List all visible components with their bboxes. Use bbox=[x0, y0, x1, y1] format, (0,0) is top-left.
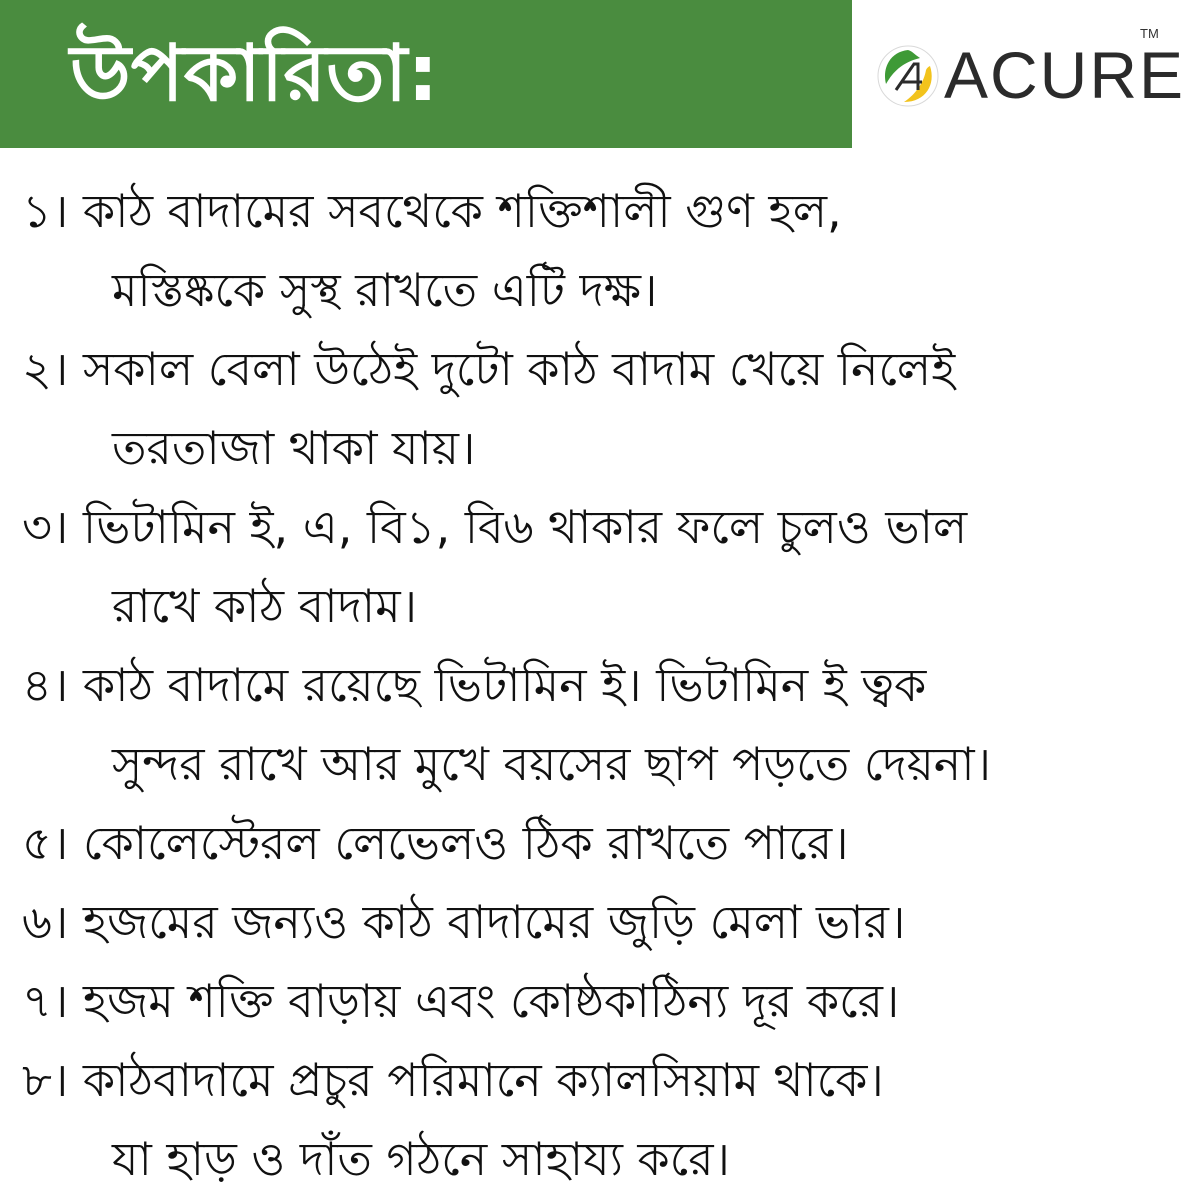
benefit-list bbox=[22, 172, 1182, 1199]
benefit-text: তরতাজা থাকা যায়। bbox=[112, 421, 476, 475]
benefit-item bbox=[22, 330, 1182, 488]
benefit-text: সুন্দর রাখে আর মুখে বয়সের ছাপ পড়তে দেয়না। bbox=[112, 737, 992, 791]
brand-name: ACURE bbox=[944, 38, 1186, 112]
benefit-continuation-line bbox=[22, 567, 1182, 646]
benefit-text: কাঠ বাদামে রয়েছে ভিটামিন ই। ভিটামিন ই ত্বক bbox=[82, 658, 927, 712]
benefit-item bbox=[22, 488, 1182, 646]
benefit-text: যা হাড় ও দাঁত গঠনে সাহায্য করে। bbox=[112, 1132, 730, 1186]
benefit-text: হজমের জন্যও কাঠ বাদামের জুড়ি মেলা ভার। bbox=[82, 895, 906, 949]
leaf-logo-icon bbox=[876, 44, 940, 108]
benefit-first-line bbox=[22, 804, 1182, 883]
benefit-first-line bbox=[22, 172, 1182, 251]
benefit-continuation-line bbox=[22, 251, 1182, 330]
benefit-number: ৫। bbox=[22, 816, 69, 870]
benefit-item bbox=[22, 1041, 1182, 1199]
benefit-item bbox=[22, 172, 1182, 330]
benefit-number: ২। bbox=[22, 342, 69, 396]
benefit-text: কাঠবাদামে প্রচুর পরিমানে ক্যালসিয়াম থাকে। bbox=[82, 1053, 884, 1107]
benefit-continuation-line bbox=[22, 409, 1182, 488]
benefit-item bbox=[22, 883, 1182, 962]
benefit-text: হজম শক্তি বাড়ায় এবং কোষ্ঠকাঠিন্য দূর করে। bbox=[82, 974, 900, 1028]
benefit-first-line bbox=[22, 1041, 1182, 1120]
benefit-first-line bbox=[22, 646, 1182, 725]
benefit-number: ৩। bbox=[22, 500, 69, 554]
benefit-first-line bbox=[22, 488, 1182, 567]
page-title: উপকারিতা: bbox=[70, 29, 439, 119]
benefit-item bbox=[22, 646, 1182, 804]
benefit-item bbox=[22, 962, 1182, 1041]
benefit-text: কোলেস্টেরল লেভেলও ঠিক রাখতে পারে। bbox=[82, 816, 849, 870]
benefit-text: কাঠ বাদামের সবথেকে শক্তিশালী গুণ হল, bbox=[82, 184, 842, 238]
benefit-text: রাখে কাঠ বাদাম। bbox=[112, 579, 418, 633]
benefit-continuation-line bbox=[22, 1120, 1182, 1199]
benefit-number: ৬। bbox=[22, 895, 69, 949]
header-banner bbox=[0, 0, 852, 148]
benefit-text: মস্তিষ্ককে সুস্থ রাখতে এটি দক্ষ। bbox=[112, 263, 658, 317]
benefit-continuation-line bbox=[22, 725, 1182, 804]
benefit-first-line bbox=[22, 883, 1182, 962]
benefit-first-line bbox=[22, 330, 1182, 409]
benefit-text: সকাল বেলা উঠেই দুটো কাঠ বাদাম খেয়ে নিলেই bbox=[82, 342, 956, 396]
benefit-number: ৮। bbox=[22, 1053, 69, 1107]
benefit-number: ১। bbox=[22, 184, 69, 238]
benefit-first-line bbox=[22, 962, 1182, 1041]
benefit-number: ৭। bbox=[22, 974, 69, 1028]
brand-logo bbox=[872, 22, 1186, 122]
trademark-mark: TM bbox=[1140, 26, 1159, 41]
benefit-number: ৪। bbox=[22, 658, 69, 712]
benefit-text: ভিটামিন ই, এ, বি১, বি৬ থাকার ফলে চুলও ভাল bbox=[82, 500, 968, 554]
benefit-item bbox=[22, 804, 1182, 883]
